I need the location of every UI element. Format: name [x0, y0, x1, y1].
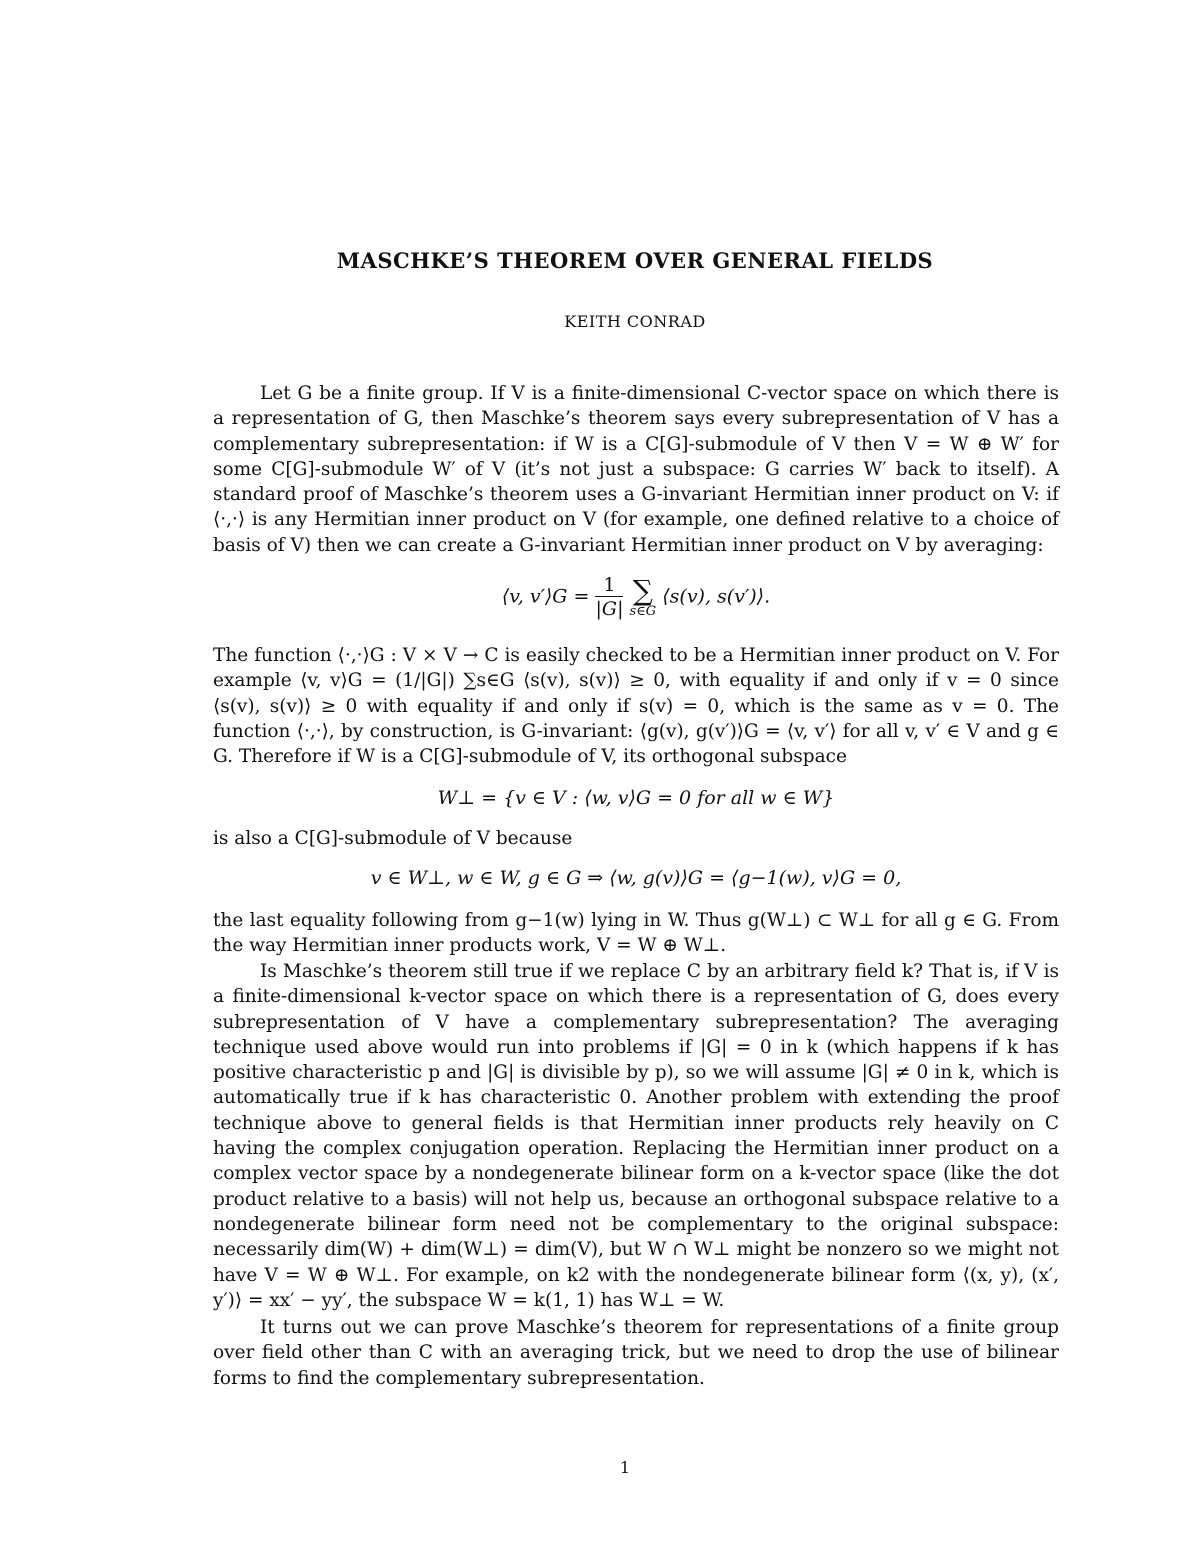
eq1-numerator: 1 — [595, 574, 623, 597]
paragraph-submodule: is also a C[G]-submodule of V because — [213, 828, 573, 849]
author-name: KEITH CONRAD — [564, 312, 706, 331]
eq1-summation — [629, 573, 657, 619]
sigma-symbol: ∑ — [632, 573, 653, 607]
paragraph-conclusion: the last equality following from g−1(w) lying in W. Thus g(W⊥) ⊂ W⊥ for all g ∈ G. From the way Hermitian inner products work, V = W ⊕ W⊥. — [213, 910, 1059, 957]
eq1-lhs: ⟨v, v′⟩G = — [501, 585, 590, 608]
eq1-sum-index: s∈G — [629, 603, 657, 619]
paragraph-intro: Let G be a finite group. If V is a finite-dimensional C-vector space on which there is a representation of G, then Maschke’s theorem says every subrepresentation of V has a complementary subrepresentation: if W is a C[G]-submodule of V then V = W ⊕ W′ for some C[G]-submodule W′ of V (it’s not just a subspace: G carries W′ back to itself). A standard proof of Maschke’s theorem uses a G-invariant Hermitian inner product on V: if ⟨·,·⟩ is any Hermitian inner product on V (for example, one defined relative to a choice of basis of V) then we can create a G-invariant Hermitian inner product on V by averaging: — [213, 383, 1059, 556]
eq1-rhs: ⟨s(v), s(v′)⟩. — [662, 585, 771, 608]
paper-title: MASCHKE’S THEOREM OVER GENERAL FIELDS — [336, 248, 934, 273]
eq1-denominator: |G| — [595, 598, 624, 620]
paragraph-hermitian: The function ⟨·,·⟩G : V × V → C is easily checked to be a Hermitian inner product on V. For example ⟨v, v⟩G = (1/|G|) ∑s∈G ⟨s(v), s(v)⟩ ≥ 0, with equality if and only if v = 0 since ⟨s(v), s(v)⟩ ≥ 0 with equality if and only if s(v) = 0, which is the same as v = 0. The function ⟨·,·⟩, by construction, is G-invariant: ⟨g(v), g(v′)⟩G = ⟨v, v′⟩ for all v, v′ ∈ V and g ∈ G. Therefore if W is a C[G]-submodule of V, its orthogonal subspace — [213, 645, 1059, 768]
paragraph-general-fields: Is Maschke’s theorem still true if we replace C by an arbitrary field k? That is, if V is a finite-dimensional k-vector space on which there is a representation of G, does every subrepresentation of V have a complementary subrepresentation? The averaging technique used above would run into problems if |G| = 0 in k (which happens if k has positive characteristic p and |G| is divisible by p), so we will assume |G| ≠ 0 in k, which is automatically true if k has characteristic 0. Another problem with extending the proof technique above to general fields is that Hermitian inner products rely heavily on C having the complex conjugation operation. Replacing the Hermitian inner product on a complex vector space by a nondegenerate bilinear form on a k-vector space (like the dot product relative to a basis) will not help us, because an orthogonal subspace relative to a nondegenerate bilinear form need not be complementary to the original subspace: necessarily dim(W) + dim(W⊥) = dim(V), but W ∩ W⊥ might be nonzero so we might not have V = W ⊕ W⊥. For example, on k2 with the nondegenerate bilinear form ⟨(x, y), (x′, y′)⟩ = xx′ − yy′, the subspace W = k(1, 1) has W⊥ = W. — [213, 961, 1059, 1311]
page-number: 1 — [619, 1458, 631, 1477]
paragraph-averaging-trick: It turns out we can prove Maschke’s theorem for representations of a finite group over field other than C with an averaging trick, but we need to drop the use of bilinear forms to find the complementary subrepresentation. — [213, 1317, 1059, 1389]
equation-invariance: v ∈ W⊥, w ∈ W, g ∈ G ⇒ ⟨w, g(v)⟩G = ⟨g−1(w), v⟩G = 0, — [370, 867, 902, 889]
equation-average-inner-product — [213, 574, 1059, 621]
equation-orthogonal-subspace: W⊥ = {v ∈ V : ⟨w, v⟩G = 0 for all w ∈ W} — [437, 787, 835, 809]
eq1-fraction — [595, 574, 623, 621]
